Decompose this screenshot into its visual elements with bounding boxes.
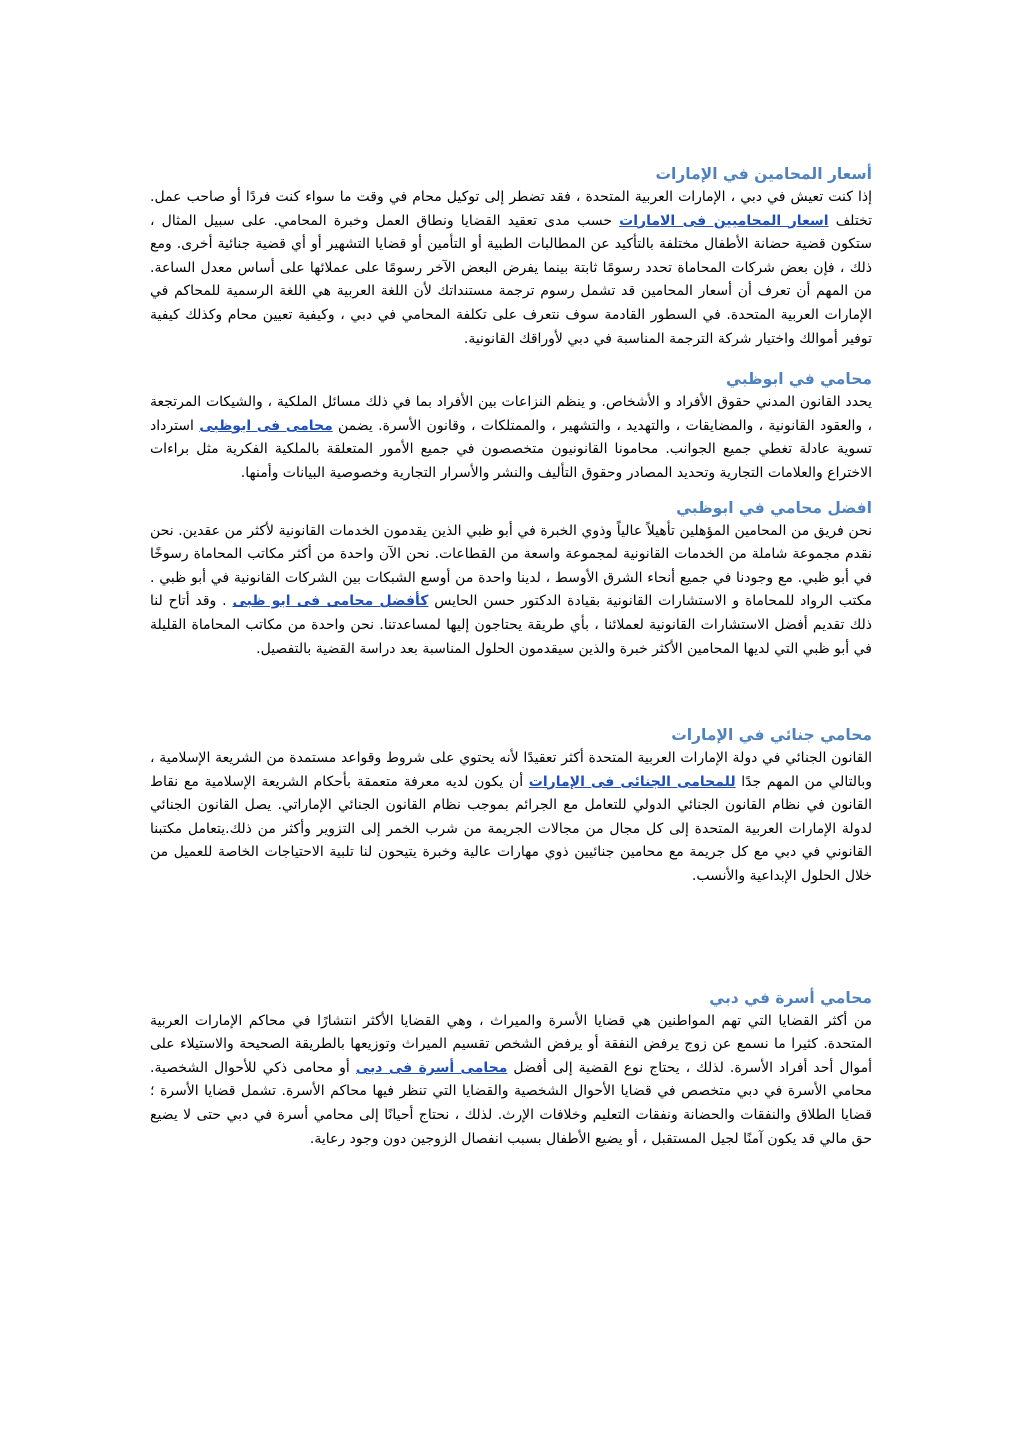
keyword-link[interactable]: للمحامى الجنائى فى الإمارات: [528, 773, 736, 790]
keyword-link[interactable]: محامى أسرة فى دبى: [355, 1059, 508, 1076]
section-paragraph: القانون الجنائي في دولة الإمارات العربية المتحدة أكثر تعقيدًا لأنه يحتوي على شروط وقواعد مستمدة من الشريعة الإسلامية ، وبالتالي من المهم جدًا للمحامى الجنائى فى الإمارات أن يكون لديه معرفة متعمقة بأحكام الشريعة الإسلامية مع نقاط القانون في نظام القانون الجنائي الدولي للتعامل مع الجرائم بموجب نظام القانون الجنائي الإماراتي. يصل القانون الجنائي لدولة الإمارات العربية المتحدة إلى كل مجال من مجالات الجريمة من شرب الخمر إلى التزوير وأكثر من ذلك.يتعامل مكتبنا القانوني في دبي مع كل جريمة مع محامين جنائيين ذوي مهارات عالية وخبرة يتيحون لنا تلبية الاحتياجات الخاصة للعميل من خلال الحلول الإبداعية والأنسب.: [150, 750, 872, 885]
section-title: أسعار المحامين في الإمارات: [655, 165, 872, 183]
section-family-lawyer-dubai: [150, 986, 872, 1152]
document-page: [150, 162, 872, 1151]
keyword-link[interactable]: محامى فى ابوظبى: [199, 417, 333, 434]
section-best-lawyer-abudhabi: [150, 496, 872, 662]
section-paragraph: من أكثر القضايا التي تهم المواطنين هي قضايا الأسرة والميراث ، وهي القضايا الأكثر انتشارًا في محاكم الإمارات العربية المتحدة. كثيرا ما نسمع عن زوج يرفض النفقة أو يرفض الشخص تقسيم الميراث وتوزيعها بالطريقة الصحيحة والاستيلاء على أموال أحد أفراد الأسرة. لذلك ، يحتاج نوع القضية إلى أفضل محامى أسرة فى دبى أو محامى ذكي للأحوال الشخصية. محامي الأسرة في دبي متخصص في قضايا الأحوال الشخصية والقضايا التي تنظر فيها محاكم الأسرة. تشمل قضايا الأسرة ؛ قضايا الطلاق والنفقات والحضانة ونفقات التعليم وخلافات الإرث. لذلك ، نحتاج أحيانًا إلى محامي أسرة في دبي حتى لا يضيع حق مالي قد يكون آمنًا لجيل المستقبل ، أو يضيع الأطفال بسبب انفصال الزوجين دون وجود رعاية.: [150, 1012, 872, 1147]
section-lawyer-fees-uae: [150, 162, 872, 351]
section-title: محامي في ابوظبي: [726, 370, 872, 389]
section-paragraph: نحن فريق من المحامين المؤهلين تأهيلاً عالياً وذوي الخبرة في أبو ظبي الذين يقدمون الخدمات القانونية لأكثر من عقدين. نحن نقدم مجموعة شاملة من الخدمات القانونية لمجموعة واسعة من القطاعات. نحن الآن واحدة من أكثر مكاتب المحاماة رسوخًا في أبو ظبي. مع وجودنا في جميع أنحاء الشرق الأوسط ، لدينا واحدة من أوسع الشبكات بين الشركات القانونية في أبو ظبي . مكتب الرواد للمحاماة و الاستشارات القانونية بقيادة الدكتور حسن الحايس كأفضل محامى فى ابو ظبى . وقد أتاح لنا ذلك تقديم أفضل الاستشارات القانونية لعملائنا ، بأي طريقة يحتاجون إليها لمساعدتنا. نحن واحدة من مكاتب المحاماة القليلة في أبو ظبي التي لديها المحامين الأكثر خبرة والذين سيقدمون الحلول المناسبة بعد دراسة القضية بالتفصيل.: [150, 522, 872, 657]
keyword-link[interactable]: اسعار المحاميين فى الامارات: [619, 212, 829, 229]
keyword-link[interactable]: كأفضل محامى فى ابو ظبى: [232, 593, 429, 610]
section-lawyer-abudhabi: [150, 367, 872, 485]
section-title: محامي أسرة في دبي: [709, 988, 872, 1007]
section-title: افضل محامي في ابوظبي: [676, 498, 872, 517]
section-paragraph: إذا كنت تعيش في دبي ، الإمارات العربية المتحدة ، فقد تضطر إلى توكيل محام في وقت ما سواء كنت فردًا أو صاحب عمل. تختلف اسعار المحاميين فى الامارات حسب مدى تعقيد القضايا ونطاق العمل وخبرة المحامي. على سبيل المثال ، ستكون قضية حضانة الأطفال مختلفة بالتأكيد عن المطالبات الطبية أو التأمين أو قضايا التشهير أو أي قضية جنائية أخرى. ومع ذلك ، فإن بعض شركات المحاماة تحدد رسومًا ثابتة بينما يفرض البعض الآخر رسومًا على عملائها على أساس معدل الساعة. من المهم أن تعرف أن أسعار المحامين قد تشمل رسوم ترجمة مستنداتك لأن اللغة العربية هي اللغة الرسمية للمحاكم في الإمارات العربية المتحدة. في السطور القادمة سوف نتعرف على تكلفة المحامي في دبي ، وكيفية تعيين محام وكذلك كيفية توفير أموالك واختيار شركة الترجمة المناسبة في دبي لأوراقك القانونية.: [150, 189, 872, 347]
section-title: محامي جنائي في الإمارات: [671, 726, 872, 745]
section-criminal-lawyer-uae: [150, 723, 872, 889]
section-paragraph: يحدد القانون المدني حقوق الأفراد و الأشخاص. و ينظم النزاعات بين الأفراد بما في ذلك مسائل الملكية ، والشيكات المرتجعة ، والعقود القانونية ، والمضايقات ، والتهديد ، والتشهير ، والممتلكات ، وقانون الأسرة. يضمن محامى فى ابوظبى استرداد تسوية عادلة تغطي جميع الجوانب. محامونا القانونيون متخصصون في جميع الأمور المتعلقة بالملكية الفكرية مثل براءات الاختراع والعلامات التجارية وتحديد المصادر وحقوق التأليف والنشر والأسرار التجارية وخصوصية البيانات وأمنها.: [150, 394, 872, 481]
